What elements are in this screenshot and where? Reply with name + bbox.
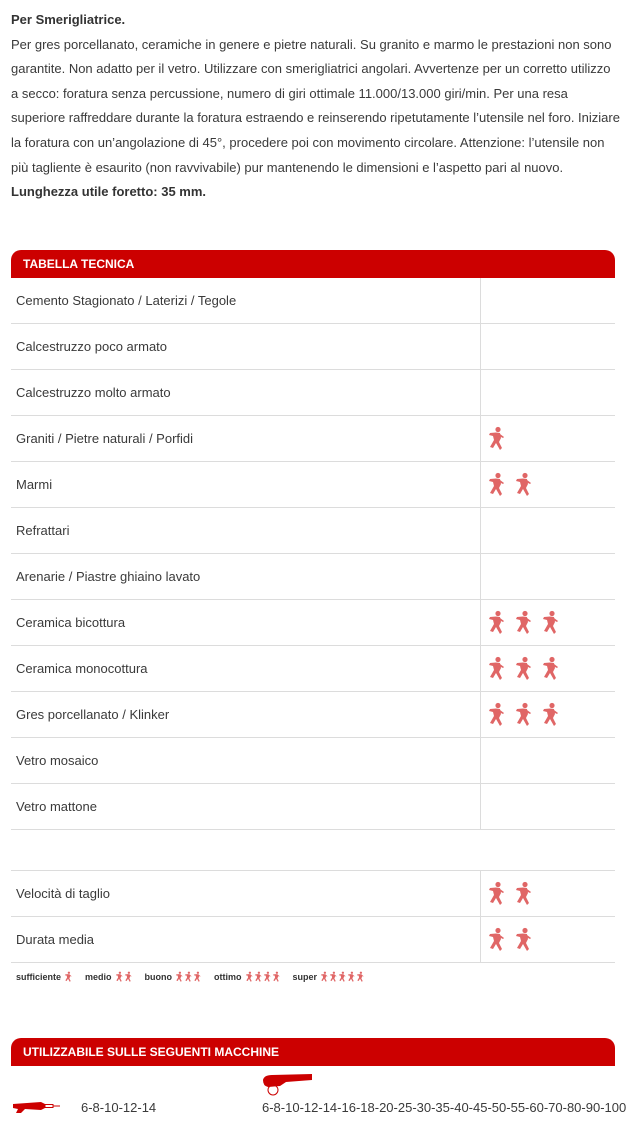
discus-thrower-icon [338,970,346,984]
description-title: Per Smerigliatrice. [11,12,126,27]
discus-thrower-icon [193,970,201,984]
material-label: Gres porcellanato / Klinker [11,692,481,738]
drill-sizes: 6-8-10-12-14 [81,1100,157,1115]
material-row [11,462,615,508]
material-rating [481,508,616,554]
discus-thrower-icon [487,702,505,728]
material-row [11,738,615,784]
discus-thrower-icon [320,970,328,984]
discus-thrower-icon [541,702,559,728]
discus-thrower-icon [115,970,123,984]
discus-thrower-icon [514,472,532,498]
discus-thrower-icon [541,610,559,636]
rating-legend [16,970,377,984]
legend-item [145,970,203,984]
performance-row [11,917,615,963]
description-length: Lunghezza utile foretto: 35 mm. [11,184,207,200]
discus-thrower-icon [487,426,505,452]
discus-thrower-icon [514,702,532,728]
discus-thrower-icon [356,970,364,984]
description-body: Per gres porcellanato, ceramiche in genere e pietre naturali. Su granito e marmo le prestazioni non sono garantite. Non adatto per il vetro. Utilizzare con smerigliatrici angolari. Avvertenze per un corretto utilizzo a secco: foratura senza percussione, numero di giri ottimale 11.000/13.000 giri/min. Per una resa superiore raffreddare durante la foratura estraendo e reinserendo ripetutamente l’utensile nel foro. Iniziare la foratura con un’angolazione di 45°, procedere poi con movimento circolare. Attenzione: l’utensile non più tagliente è esaurito (non ravvivabile) pur mantenendo le dimensioni e l’aspetto pari al nuovo. [11,36,620,175]
machines-header: UTILIZZABILE SULLE SEGUENTI MACCHINE [11,1038,615,1066]
legend-item [85,970,133,984]
legend-item [293,970,366,984]
tech-table [11,278,615,830]
material-label: Ceramica monocottura [11,646,481,692]
material-rating [481,738,616,784]
legend-item [16,970,73,984]
material-label: Arenarie / Piastre ghiaino lavato [11,554,481,600]
material-label: Marmi [11,462,481,508]
discus-thrower-icon [175,970,183,984]
discus-thrower-icon [272,970,280,984]
discus-thrower-icon [329,970,337,984]
material-row [11,784,615,830]
material-rating [481,278,616,324]
discus-thrower-icon [487,881,505,907]
material-rating [481,462,616,508]
material-row [11,554,615,600]
discus-thrower-icon [514,927,532,953]
drill-icon [11,1098,61,1119]
discus-thrower-icon [487,610,505,636]
material-label: Calcestruzzo poco armato [11,324,481,370]
material-rating [481,692,616,738]
discus-thrower-icon [347,970,355,984]
discus-thrower-icon [245,970,253,984]
performance-label: Velocità di taglio [11,871,481,917]
legend-item [214,970,281,984]
grinder-sizes: 6-8-10-12-14-16-18-20-25-30-35-40-45-50-55-60-70-80-90-100 [262,1100,627,1115]
material-row [11,278,615,324]
discus-thrower-icon [487,656,505,682]
material-rating [481,554,616,600]
material-label: Cemento Stagionato / Laterizi / Tegole [11,278,481,324]
material-rating [481,416,616,462]
performance-label: Durata media [11,917,481,963]
legend-label: buono [144,972,173,982]
material-row [11,416,615,462]
discus-thrower-icon [514,881,532,907]
discus-thrower-icon [487,472,505,498]
product-description [11,8,621,205]
discus-thrower-icon [64,970,72,984]
legend-label: super [292,972,318,982]
material-rating [481,324,616,370]
material-rating [481,646,616,692]
material-label: Graniti / Pietre naturali / Porfidi [11,416,481,462]
discus-thrower-icon [263,970,271,984]
legend-label: sufficiente [16,972,62,982]
discus-thrower-icon [514,610,532,636]
material-label: Vetro mattone [11,784,481,830]
angle-grinder-icon [260,1072,314,1101]
discus-thrower-icon [541,656,559,682]
material-label: Refrattari [11,508,481,554]
material-row [11,370,615,416]
material-label: Calcestruzzo molto armato [11,370,481,416]
performance-table [11,870,615,963]
tech-table-header: TABELLA TECNICA [11,250,615,278]
discus-thrower-icon [124,970,132,984]
discus-thrower-icon [514,656,532,682]
material-row [11,646,615,692]
material-label: Vetro mosaico [11,738,481,784]
discus-thrower-icon [184,970,192,984]
discus-thrower-icon [487,927,505,953]
material-row [11,508,615,554]
legend-label: ottimo [214,972,242,982]
performance-rating [481,871,616,917]
performance-row [11,871,615,917]
performance-rating [481,917,616,963]
material-rating [481,370,616,416]
material-row [11,692,615,738]
material-label: Ceramica bicottura [11,600,481,646]
material-rating [481,600,616,646]
legend-label: medio [85,972,112,982]
material-rating [481,784,616,830]
material-row [11,324,615,370]
material-row [11,600,615,646]
discus-thrower-icon [254,970,262,984]
